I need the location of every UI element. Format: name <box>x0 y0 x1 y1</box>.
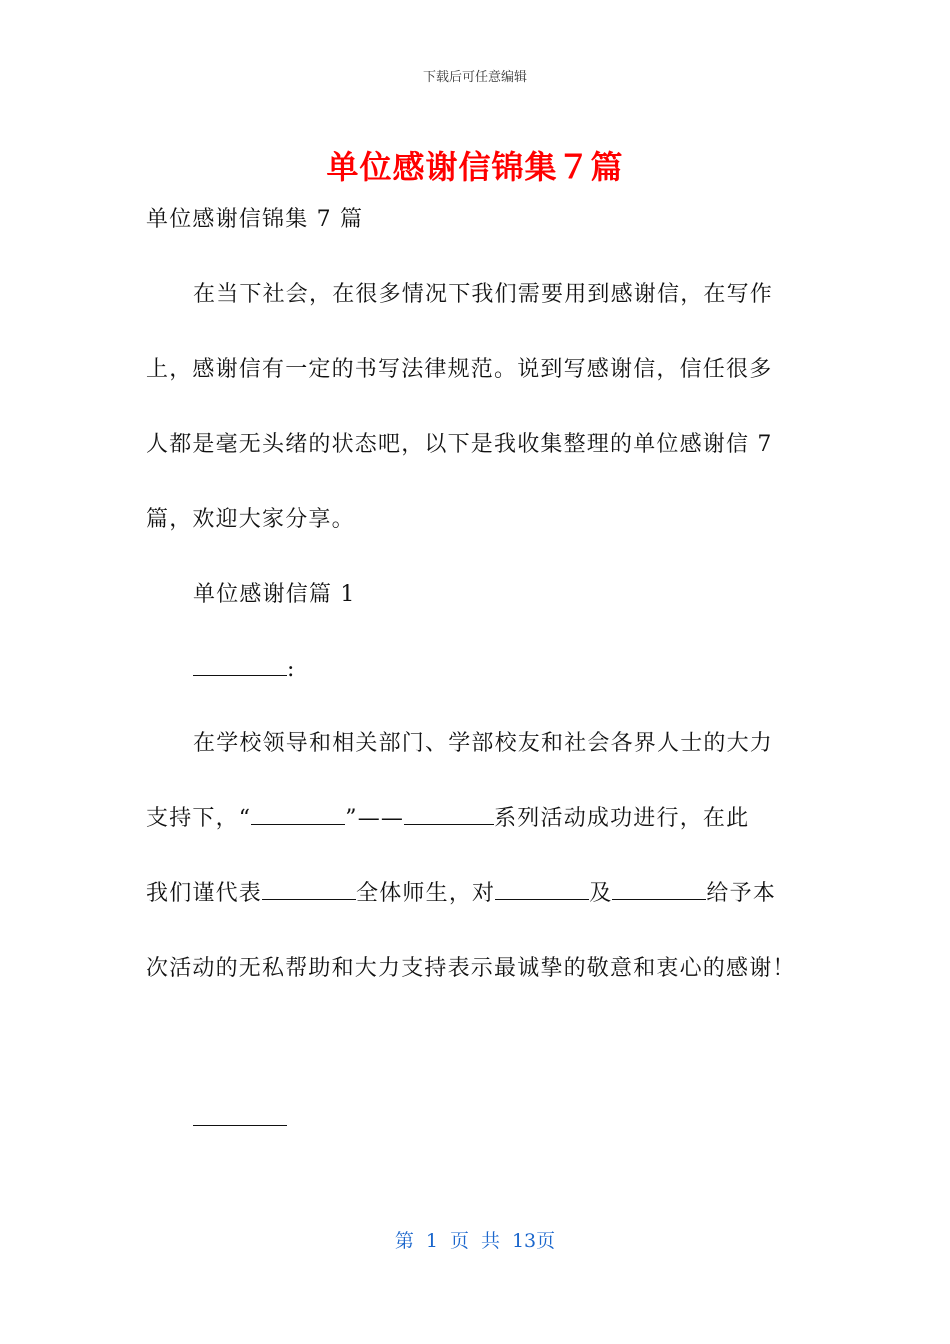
page-suffix: 页 <box>536 1230 556 1252</box>
body-line-1: 在学校领导和相关部门、学部校友和社会各界人士的大力 <box>193 731 774 756</box>
body-line-3-part-a: 我们谨代表 <box>146 881 263 906</box>
body-line-3-part-b: 全体师生，对 <box>356 881 496 906</box>
page-total-prefix: 共 <box>480 1230 500 1252</box>
page-mid: 页 <box>449 1230 469 1252</box>
body-line-3 <box>146 879 806 909</box>
body-line-2 <box>146 804 806 834</box>
section-heading: 单位感谢信篇 1 <box>193 582 356 607</box>
signature-line <box>193 1105 853 1135</box>
body-line-4: 次活动的无私帮助和大力支持表示最诚挚的敬意和衷心的感谢！ <box>146 956 796 981</box>
sponsor-blank-1 <box>495 879 589 900</box>
intro-line-1: 在当下社会，在很多情况下我们需要用到感谢信，在写作 <box>193 282 774 307</box>
intro-line-3: 人都是毫无头绪的状态吧，以下是我收集整理的单位感谢信 7 <box>146 432 773 457</box>
event-name-blank <box>251 804 345 825</box>
body-line-2-part-b: ”—— <box>345 806 405 831</box>
series-name-blank <box>404 804 494 825</box>
body-line-2-part-c: 系列活动成功进行，在此 <box>494 806 750 831</box>
document-title: 单位感谢信锦集７篇 <box>326 148 624 186</box>
body-line-2-part-a: 支持下，“ <box>146 806 252 831</box>
page-prefix: 第 <box>394 1230 414 1252</box>
salutation-line <box>193 655 853 685</box>
header-note: 下载后可任意编辑 <box>422 70 527 85</box>
page-current: 1 <box>425 1230 438 1252</box>
body-line-3-part-c: 及 <box>589 881 613 906</box>
intro-line-2: 上，感谢信有一定的书写法律规范。说到写感谢信，信任很多 <box>146 357 773 382</box>
salutation-blank <box>193 655 287 676</box>
body-line-3-part-d: 给予本 <box>706 881 777 906</box>
page-number <box>0 1226 950 1253</box>
signature-blank <box>193 1105 287 1126</box>
page-total: 13 <box>511 1230 537 1252</box>
unit-name-blank <box>262 879 356 900</box>
intro-line-4: 篇，欢迎大家分享。 <box>146 507 355 532</box>
sponsor-blank-2 <box>612 879 706 900</box>
salutation-colon: : <box>287 657 296 682</box>
document-subtitle: 单位感谢信锦集 7 篇 <box>146 207 364 232</box>
